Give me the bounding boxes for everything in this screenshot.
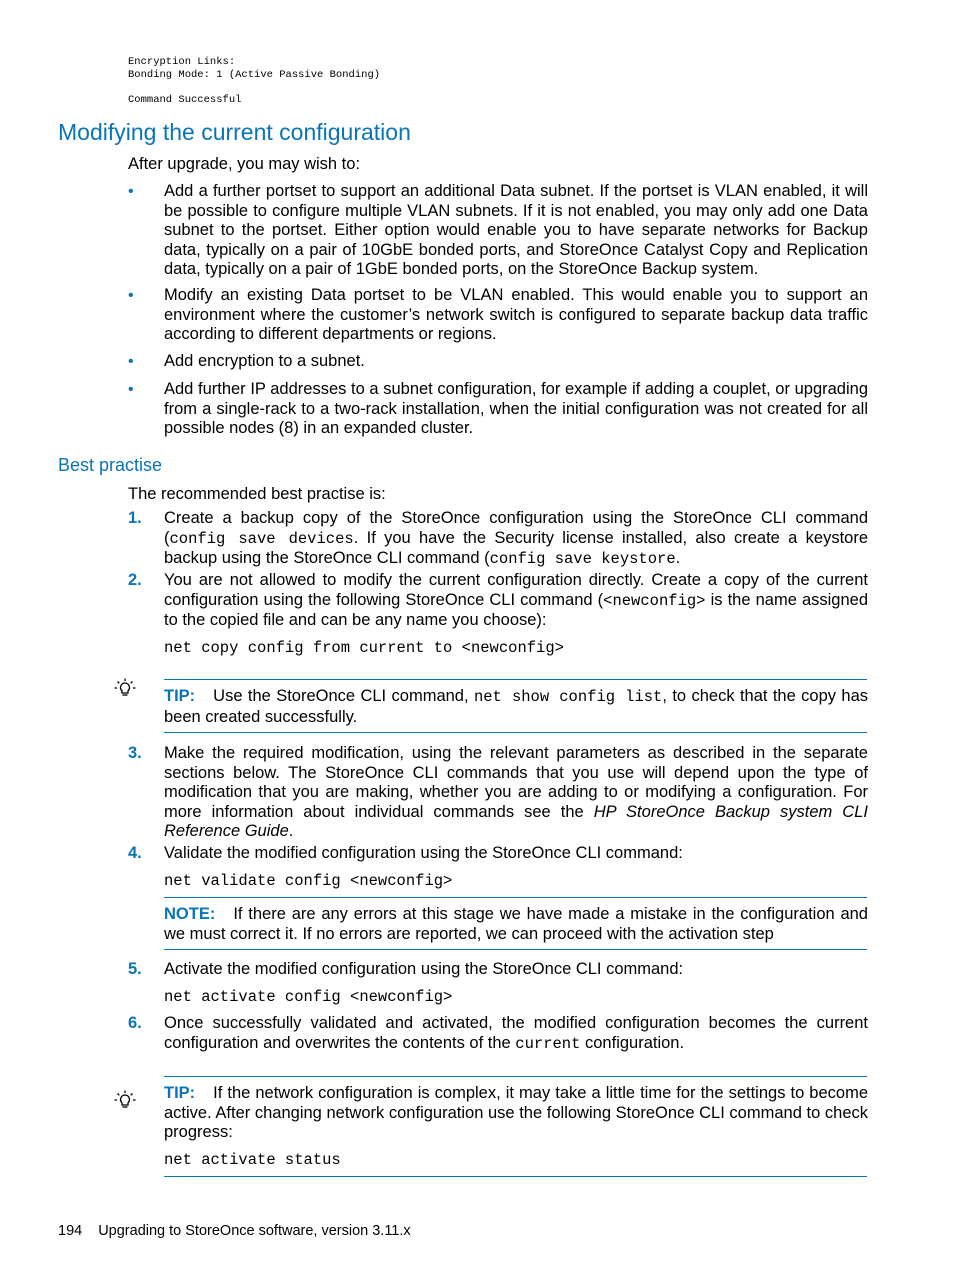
note-rule-bottom [164, 949, 867, 950]
section-intro: After upgrade, you may wish to: [128, 155, 361, 173]
command-line: net activate config <newconfig> [164, 988, 453, 1006]
list-item: Add encryption to a subnet. [164, 352, 365, 370]
subsection-title: Best practise [58, 455, 163, 475]
step-text: Validate the modified configuration using the StoreOnce CLI command: [164, 844, 683, 862]
command-line: net validate config <newconfig> [164, 872, 453, 890]
bullet-icon: • [128, 381, 134, 398]
section-title: Modifying the current configuration [58, 119, 411, 145]
note-text: NOTE: If there are any errors at this stage we have made a mistake in the configuration and we must correct it. If no errors are reported, we can proceed with the activation step [164, 905, 868, 943]
page-number: 194 [58, 1223, 83, 1239]
step-number: 3. [128, 744, 142, 762]
lightbulb-icon [114, 678, 136, 700]
step-number: 5. [128, 960, 142, 978]
code-line: Bonding Mode: 1 (Active Passive Bonding) [128, 68, 381, 81]
note-rule-top [164, 897, 867, 898]
tip-rule-top [164, 1076, 867, 1077]
lightbulb-icon [114, 1090, 136, 1112]
list-item: Add a further portset to support an additional Data subnet. If the portset is VLAN enabled, it will be possible to configure multiple VLAN subnets. If it is not enabled, you may only add one Data subnet to the portset. Either option would enable you to have separate networks for Backup data, typically on a pair of 10GbE bonded ports, and StoreOnce Catalyst Copy and Replication data, typically on a pair of 1GbE bonded ports, on the StoreOnce Backup system. [164, 182, 868, 278]
tip-rule-bottom [164, 732, 867, 733]
step-text: Activate the modified configuration using the StoreOnce CLI command: [164, 960, 684, 978]
list-item: Modify an existing Data portset to be VLAN enabled. This would enable you to support an environment where the customer’s network switch is configured to separate backup data traffic according to different departments or regions. [164, 286, 868, 343]
step-text: Once successfully validated and activated, the modified configuration becomes the current configuration and overwrites the contents of the current configuration. [164, 1014, 868, 1053]
command-line: net activate status [164, 1151, 341, 1169]
tip-rule-bottom [164, 1176, 867, 1177]
code-line: Encryption Links: [128, 56, 236, 68]
tip-text: TIP: If the network configuration is complex, it may take a little time for the settings to become active. After changing network configuration use the following StoreOnce CLI command to check progress: [164, 1084, 868, 1141]
page-footer [58, 1223, 411, 1239]
step-text: Make the required modification, using the relevant parameters as described in the separate sections below. The StoreOnce CLI commands that you use will depend upon the type of modification that you are making, whether you are adding to or modifying a configuration. For more information about individual commands see the HP StoreOnce Backup system CLI Reference Guide. [164, 744, 868, 840]
footer-title: Upgrading to StoreOnce software, version 3.11.x [98, 1223, 411, 1239]
code-line: Command Successful [128, 93, 242, 106]
step-number: 2. [128, 571, 142, 589]
step-text: Create a backup copy of the StoreOnce configuration using the StoreOnce CLI command (config save devices. If you have the Security license installed, also create a keystore backup using the StoreOnce CLI command (config save keystore. [164, 509, 869, 568]
step-number: 6. [128, 1014, 142, 1032]
bullet-icon: • [128, 287, 134, 304]
step-number: 4. [128, 844, 142, 862]
tip-text: TIP: Use the StoreOnce CLI command, net show config list, to check that the copy has been created successfully. [164, 687, 869, 726]
bullet-icon: • [128, 353, 134, 370]
step-text: You are not allowed to modify the current configuration directly. Create a copy of the current configuration using the following StoreOnce CLI command (<newconfig> is the name assigned to the copied file and can be any name you choose): [164, 571, 868, 629]
step-number: 1. [128, 509, 142, 527]
command-line: net copy config from current to <newconfig> [164, 639, 564, 657]
bullet-icon: • [128, 183, 134, 200]
tip-rule-top [164, 679, 867, 680]
subsection-intro: The recommended best practise is: [128, 485, 386, 503]
list-item: Add further IP addresses to a subnet configuration, for example if adding a couplet, or upgrading from a single-rack to a two-rack installation, when the initial configuration was not created for all possible nodes (8) in an expanded cluster. [164, 380, 868, 437]
